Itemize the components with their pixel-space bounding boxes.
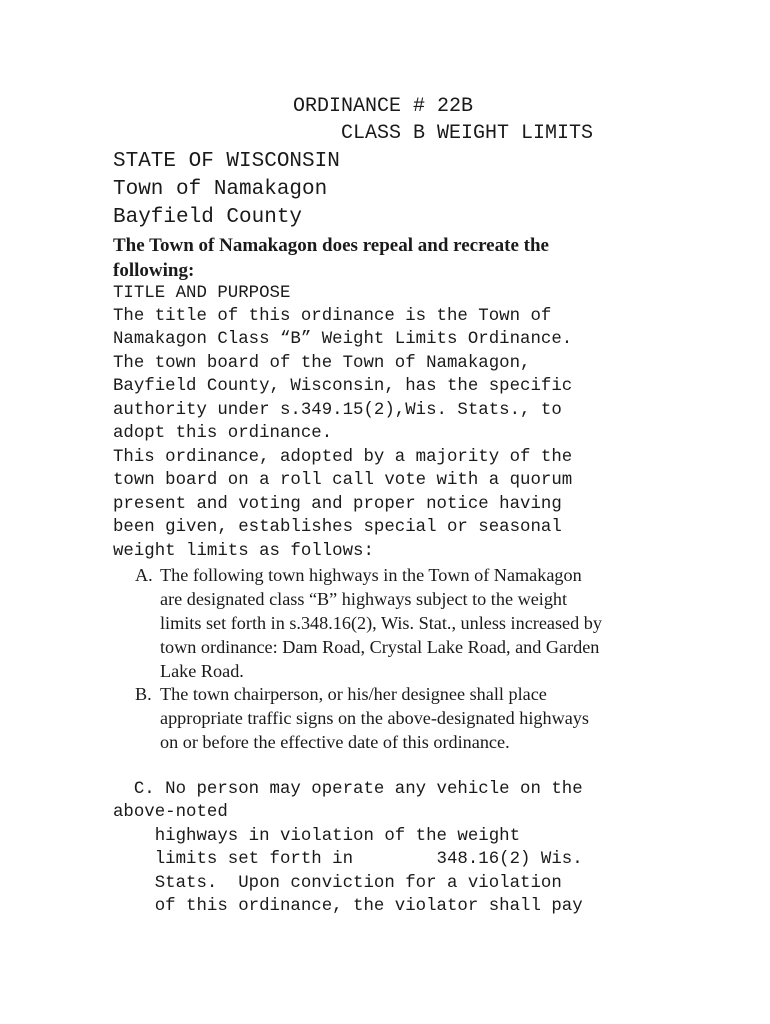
- item-c-line: above-noted: [113, 803, 228, 822]
- ordinance-number: ORDINANCE # 22B: [293, 95, 474, 118]
- item-c-line: highways in violation of the weight: [113, 827, 521, 846]
- ordinance-title: CLASS B WEIGHT LIMITS: [341, 122, 594, 145]
- paragraph-1-line: adopt this ordinance.: [113, 424, 333, 443]
- list-item-line: The following town highways in the Town of Namakagon: [160, 565, 582, 585]
- list-item-line: limits set forth in s.348.16(2), Wis. Stat., unless increased by: [160, 613, 602, 633]
- list-item-a: [135, 563, 635, 683]
- county-name: Bayfield County: [113, 206, 303, 229]
- paragraph-1-line: authority under s.349.15(2),Wis. Stats., to: [113, 401, 562, 420]
- paragraph-1-line: The title of this ordinance is the Town of: [113, 307, 552, 326]
- item-c-line: C. No person may operate any vehicle on the: [113, 780, 583, 799]
- list-marker: B.: [135, 684, 152, 704]
- town-name: Town of Namakagon: [113, 178, 328, 201]
- paragraph-2-line: weight limits as follows:: [113, 542, 374, 561]
- intro-line-1: The Town of Namakagon does repeal and recreate the: [113, 235, 549, 256]
- list-item-line: Lake Road.: [160, 661, 244, 681]
- list-item-line: The town chairperson, or his/her designee shall place: [160, 684, 547, 704]
- paragraph-1-line: Namakagon Class “B” Weight Limits Ordinance.: [113, 330, 573, 349]
- paragraph-2-line: been given, establishes special or seasonal: [113, 518, 562, 537]
- paragraph-1-line: Bayfield County, Wisconsin, has the specific: [113, 377, 573, 396]
- state-name: STATE OF WISCONSIN: [113, 150, 340, 173]
- list-item-line: are designated class “B” highways subject to the weight: [160, 589, 568, 609]
- list-item-line: appropriate traffic signs on the above-designated highways: [160, 708, 589, 728]
- list-marker: A.: [135, 565, 153, 585]
- item-c-line: Stats. Upon conviction for a violation: [113, 874, 562, 893]
- paragraph-2-line: town board on a roll call vote with a quorum: [113, 471, 573, 490]
- paragraph-1-line: The town board of the Town of Namakagon,: [113, 354, 531, 373]
- list-item-b: [135, 682, 635, 754]
- item-c-line: of this ordinance, the violator shall pay: [113, 897, 583, 916]
- section-title: TITLE AND PURPOSE: [113, 284, 291, 303]
- item-c-line: limits set forth in 348.16(2) Wis.: [113, 850, 583, 869]
- list-item-line: on or before the effective date of this ordinance.: [160, 732, 510, 752]
- paragraph-2-line: This ordinance, adopted by a majority of the: [113, 448, 573, 467]
- paragraph-2-line: present and voting and proper notice having: [113, 495, 562, 514]
- list-item-line: town ordinance: Dam Road, Crystal Lake Road, and Garden: [160, 637, 600, 657]
- intro-line-2: following:: [113, 260, 195, 281]
